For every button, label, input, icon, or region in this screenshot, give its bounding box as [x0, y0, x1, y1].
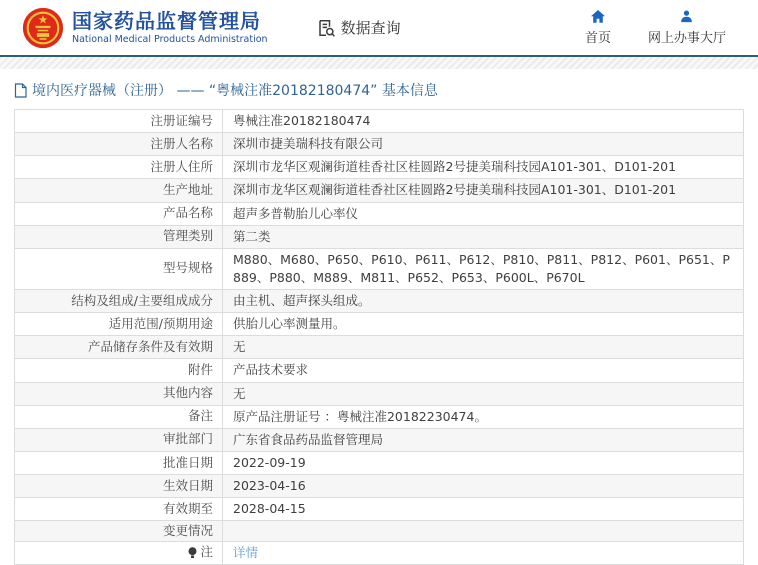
row-value: 无: [233, 339, 246, 355]
row-label: 有效期至: [15, 498, 223, 520]
nav-home[interactable]: [578, 9, 618, 46]
row-value: M880、M680、P650、P610、P611、P612、P810、P811、P812、P601、P651、P889、P880、M889、M811、P652、P653、P600L、P670L: [233, 251, 730, 285]
row-value: 广东省食品药品监督管理局: [233, 431, 384, 447]
row-label: 生效日期: [15, 475, 223, 497]
row-label: 产品名称: [15, 203, 223, 225]
national-emblem-logo: [22, 7, 64, 49]
table-row: [15, 521, 743, 542]
row-value: 原产品注册证号 ：粤械注准20182230474。: [233, 408, 487, 424]
note-label: 注: [200, 544, 213, 560]
row-label: 注册证编号: [15, 110, 223, 132]
table-row-model-spec: [15, 249, 743, 290]
row-label: 审批部门: [15, 429, 223, 451]
row-value: 深圳市龙华区观澜街道桂香社区桂圆路2号捷美瑞科技园A101-301、D101-201: [233, 182, 677, 198]
row-value: [223, 542, 743, 564]
row-label: 批准日期: [15, 452, 223, 474]
bulb-icon: [188, 547, 197, 559]
nav-home-label: 首页: [584, 31, 611, 46]
brand: [22, 7, 268, 49]
row-value: 粤械注准20182180474: [233, 113, 371, 128]
row-label: 管理类别: [15, 226, 223, 248]
table-row: [15, 226, 743, 249]
row-value: 2028-04-15: [233, 501, 306, 517]
table-row: [15, 406, 743, 429]
row-value: 第二类: [233, 228, 271, 244]
table-row: [15, 133, 743, 156]
info-table: [14, 109, 744, 565]
brand-text: [72, 10, 268, 45]
row-value: 2023-04-16: [233, 478, 306, 493]
table-row: [15, 290, 743, 313]
row-value: [223, 521, 743, 541]
data-query-button[interactable]: [316, 17, 401, 38]
person-icon: [679, 9, 694, 24]
divider-band: [0, 57, 758, 69]
table-row: [15, 498, 743, 521]
home-icon: [590, 9, 606, 24]
row-label: 变更情况: [15, 521, 223, 541]
row-value: 超声多普勒胎儿心率仪: [233, 205, 359, 221]
data-query-label: 数据查询: [340, 19, 401, 37]
main-content: [0, 80, 758, 565]
row-label: 其他内容: [15, 383, 223, 405]
note-details-link[interactable]: 详情: [233, 544, 259, 560]
row-label: 附件: [15, 359, 223, 381]
row-label: 结构及组成/主要组成成分: [15, 290, 223, 312]
table-row: [15, 203, 743, 226]
row-value: 深圳市捷美瑞科技有限公司: [233, 136, 384, 152]
table-row: [15, 452, 743, 475]
row-label: 注册人名称: [15, 133, 223, 155]
table-row: [15, 383, 743, 406]
table-row: [15, 313, 743, 336]
row-label: 备注: [15, 406, 223, 428]
table-row: [15, 110, 743, 133]
site-title: 国家药品监督管理局: [72, 9, 261, 33]
nav-service-hall[interactable]: [648, 9, 726, 46]
table-row: [15, 429, 743, 452]
row-label: 适用范围/预期用途: [15, 313, 223, 335]
page-title: 境内医疗器械（注册） —— “粤械注准20182180474” 基本信息: [32, 83, 438, 99]
row-value: 供胎儿心率测量用。: [233, 316, 346, 332]
row-label: 型号规格: [15, 249, 223, 289]
row-label: [15, 542, 223, 564]
row-label: 注册人住所: [15, 156, 223, 178]
row-value: 深圳市龙华区观澜街道桂香社区桂圆路2号捷美瑞科技园A101-301、D101-201: [233, 159, 677, 175]
table-row: [15, 179, 743, 202]
table-row: [15, 336, 743, 359]
row-label: 生产地址: [15, 179, 223, 201]
top-nav: [578, 9, 726, 46]
breadcrumb: [14, 80, 744, 100]
site-header: [0, 0, 758, 57]
site-subtitle: National Medical Products Administration: [72, 34, 268, 45]
table-row: [15, 156, 743, 179]
row-value: 由主机、超声探头组成。: [233, 293, 371, 308]
row-value: 无: [233, 385, 246, 401]
row-label: 产品储存条件及有效期: [15, 336, 223, 358]
table-row: [15, 475, 743, 498]
document-icon: [14, 83, 27, 98]
document-search-icon: [316, 18, 336, 38]
row-value: 2022-09-19: [233, 454, 306, 470]
table-row-note: [15, 542, 743, 565]
table-row: [15, 359, 743, 382]
row-value: 产品技术要求: [233, 362, 309, 378]
nav-service-hall-label: 网上办事大厅: [647, 31, 726, 46]
